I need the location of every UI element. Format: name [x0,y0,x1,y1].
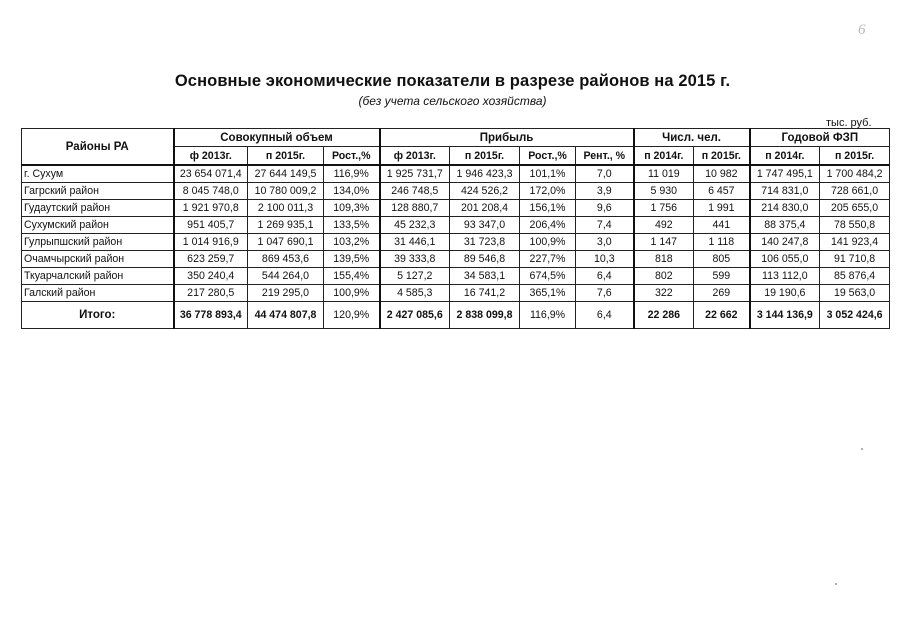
table-cell: 10 780 009,2 [248,183,324,200]
table-row [22,285,890,302]
table-cell: 441 [694,217,750,234]
profit-2015-header: п 2015г. [450,147,520,166]
table-cell: 34 583,1 [450,268,520,285]
district-name: Гагрский район [22,183,174,200]
district-name: Ткуарчалский район [22,268,174,285]
table-cell: 7,4 [576,217,634,234]
table-cell: 365,1% [520,285,576,302]
table-cell: 172,0% [520,183,576,200]
table-cell: 206,4% [520,217,576,234]
total-cell: 44 474 807,8 [248,302,324,329]
table-cell: 424 526,2 [450,183,520,200]
total-cell: 22 662 [694,302,750,329]
table-cell: 1 991 [694,200,750,217]
table-cell: 1 921 970,8 [174,200,248,217]
table-row [22,165,890,183]
units-label: тыс. руб. [826,117,872,129]
table-cell: 78 550,8 [820,217,890,234]
table-cell: 31 446,1 [380,234,450,251]
table-cell: 492 [634,217,694,234]
table-cell: 714 831,0 [750,183,820,200]
table-cell: 1 946 423,3 [450,165,520,183]
table-row [22,200,890,217]
indicators-table [21,128,890,329]
table-cell: 7,0 [576,165,634,183]
table-cell: 544 264,0 [248,268,324,285]
total-row [22,302,890,329]
table-cell: 91 710,8 [820,251,890,268]
table-cell: 139,5% [324,251,380,268]
table-cell: 85 876,4 [820,268,890,285]
table-cell: 27 644 149,5 [248,165,324,183]
table-cell: 805 [694,251,750,268]
table-cell: 134,0% [324,183,380,200]
table-cell: 100,9% [324,285,380,302]
table-cell: 728 661,0 [820,183,890,200]
total-cell: 116,9% [520,302,576,329]
table-cell: 116,9% [324,165,380,183]
total-cell: 36 778 893,4 [174,302,248,329]
table-row [22,234,890,251]
total-label: Итого: [22,302,174,329]
table-cell: 623 259,7 [174,251,248,268]
table-cell: 201 208,4 [450,200,520,217]
table-cell: 106 055,0 [750,251,820,268]
table-cell: 10,3 [576,251,634,268]
table-cell: 45 232,3 [380,217,450,234]
table-cell: 599 [694,268,750,285]
table-cell: 1 700 484,2 [820,165,890,183]
table-cell: 140 247,8 [750,234,820,251]
scan-speck [861,448,863,450]
table-cell: 6,4 [576,268,634,285]
payroll-2015-header: п 2015г. [820,147,890,166]
table-cell: 7,6 [576,285,634,302]
table-cell: 8 045 748,0 [174,183,248,200]
table-cell: 3,9 [576,183,634,200]
headcount-2015-header: п 2015г. [694,147,750,166]
table-row [22,268,890,285]
district-name: Сухумский район [22,217,174,234]
volume-header: Совокупный объем [174,129,380,147]
volume-2015-header: п 2015г. [248,147,324,166]
table-cell: 269 [694,285,750,302]
table-cell: 23 654 071,4 [174,165,248,183]
table-cell: 31 723,8 [450,234,520,251]
table-cell: 869 453,6 [248,251,324,268]
total-cell: 3 052 424,6 [820,302,890,329]
table-cell: 1 269 935,1 [248,217,324,234]
table-cell: 951 405,7 [174,217,248,234]
table-cell: 19 563,0 [820,285,890,302]
table-cell: 674,5% [520,268,576,285]
page-title: Основные экономические показатели в разрезе районов на 2015 г. [174,72,731,90]
table-cell: 4 585,3 [380,285,450,302]
table-cell: 1 014 916,9 [174,234,248,251]
profit-2013-header: ф 2013г. [380,147,450,166]
page-subtitle: (без учета сельского хозяйства) [358,94,547,108]
district-name: Гулрыпшский район [22,234,174,251]
table-cell: 1 925 731,7 [380,165,450,183]
volume-growth-header: Рост.,% [324,147,380,166]
table-cell: 217 280,5 [174,285,248,302]
table-cell: 103,2% [324,234,380,251]
table-cell: 101,1% [520,165,576,183]
table-cell: 227,7% [520,251,576,268]
table-cell: 322 [634,285,694,302]
table-cell: 1 147 [634,234,694,251]
total-cell: 2 427 085,6 [380,302,450,329]
table-cell: 128 880,7 [380,200,450,217]
table-cell: 89 546,8 [450,251,520,268]
table-cell: 802 [634,268,694,285]
group-header-row [22,129,890,147]
page-number: 6 [858,22,866,38]
total-cell: 22 286 [634,302,694,329]
table-cell: 141 923,4 [820,234,890,251]
table-cell: 11 019 [634,165,694,183]
table-cell: 88 375,4 [750,217,820,234]
table-cell: 1 047 690,1 [248,234,324,251]
table-cell: 113 112,0 [750,268,820,285]
table-cell: 818 [634,251,694,268]
profitability-header: Рент., % [576,147,634,166]
headcount-header: Числ. чел. [634,129,750,147]
table-cell: 246 748,5 [380,183,450,200]
profit-growth-header: Рост.,% [520,147,576,166]
districts-header: Районы РА [22,129,174,166]
headcount-2014-header: п 2014г. [634,147,694,166]
table-cell: 93 347,0 [450,217,520,234]
table-cell: 6 457 [694,183,750,200]
table-cell: 1 747 495,1 [750,165,820,183]
table-cell: 1 756 [634,200,694,217]
table-row [22,217,890,234]
table-cell: 100,9% [520,234,576,251]
table-cell: 10 982 [694,165,750,183]
table-cell: 39 333,8 [380,251,450,268]
table-cell: 214 830,0 [750,200,820,217]
table-row [22,251,890,268]
total-cell: 2 838 099,8 [450,302,520,329]
table-cell: 109,3% [324,200,380,217]
table-cell: 5 127,2 [380,268,450,285]
total-cell: 6,4 [576,302,634,329]
scan-speck [835,583,837,585]
total-cell: 3 144 136,9 [750,302,820,329]
table-cell: 3,0 [576,234,634,251]
table-cell: 205 655,0 [820,200,890,217]
table-cell: 1 118 [694,234,750,251]
table-cell: 16 741,2 [450,285,520,302]
table-cell: 133,5% [324,217,380,234]
profit-header: Прибыль [380,129,634,147]
table-cell: 350 240,4 [174,268,248,285]
district-name: Гудаутский район [22,200,174,217]
table-cell: 155,4% [324,268,380,285]
district-name: Галский район [22,285,174,302]
payroll-2014-header: п 2014г. [750,147,820,166]
payroll-header: Годовой ФЗП [750,129,890,147]
table-cell: 19 190,6 [750,285,820,302]
volume-2013-header: ф 2013г. [174,147,248,166]
district-name: Очамчырский район [22,251,174,268]
table-cell: 219 295,0 [248,285,324,302]
table-cell: 9,6 [576,200,634,217]
table-cell: 2 100 011,3 [248,200,324,217]
table-cell: 156,1% [520,200,576,217]
table-row [22,183,890,200]
table-cell: 5 930 [634,183,694,200]
total-cell: 120,9% [324,302,380,329]
district-name: г. Сухум [22,165,174,183]
